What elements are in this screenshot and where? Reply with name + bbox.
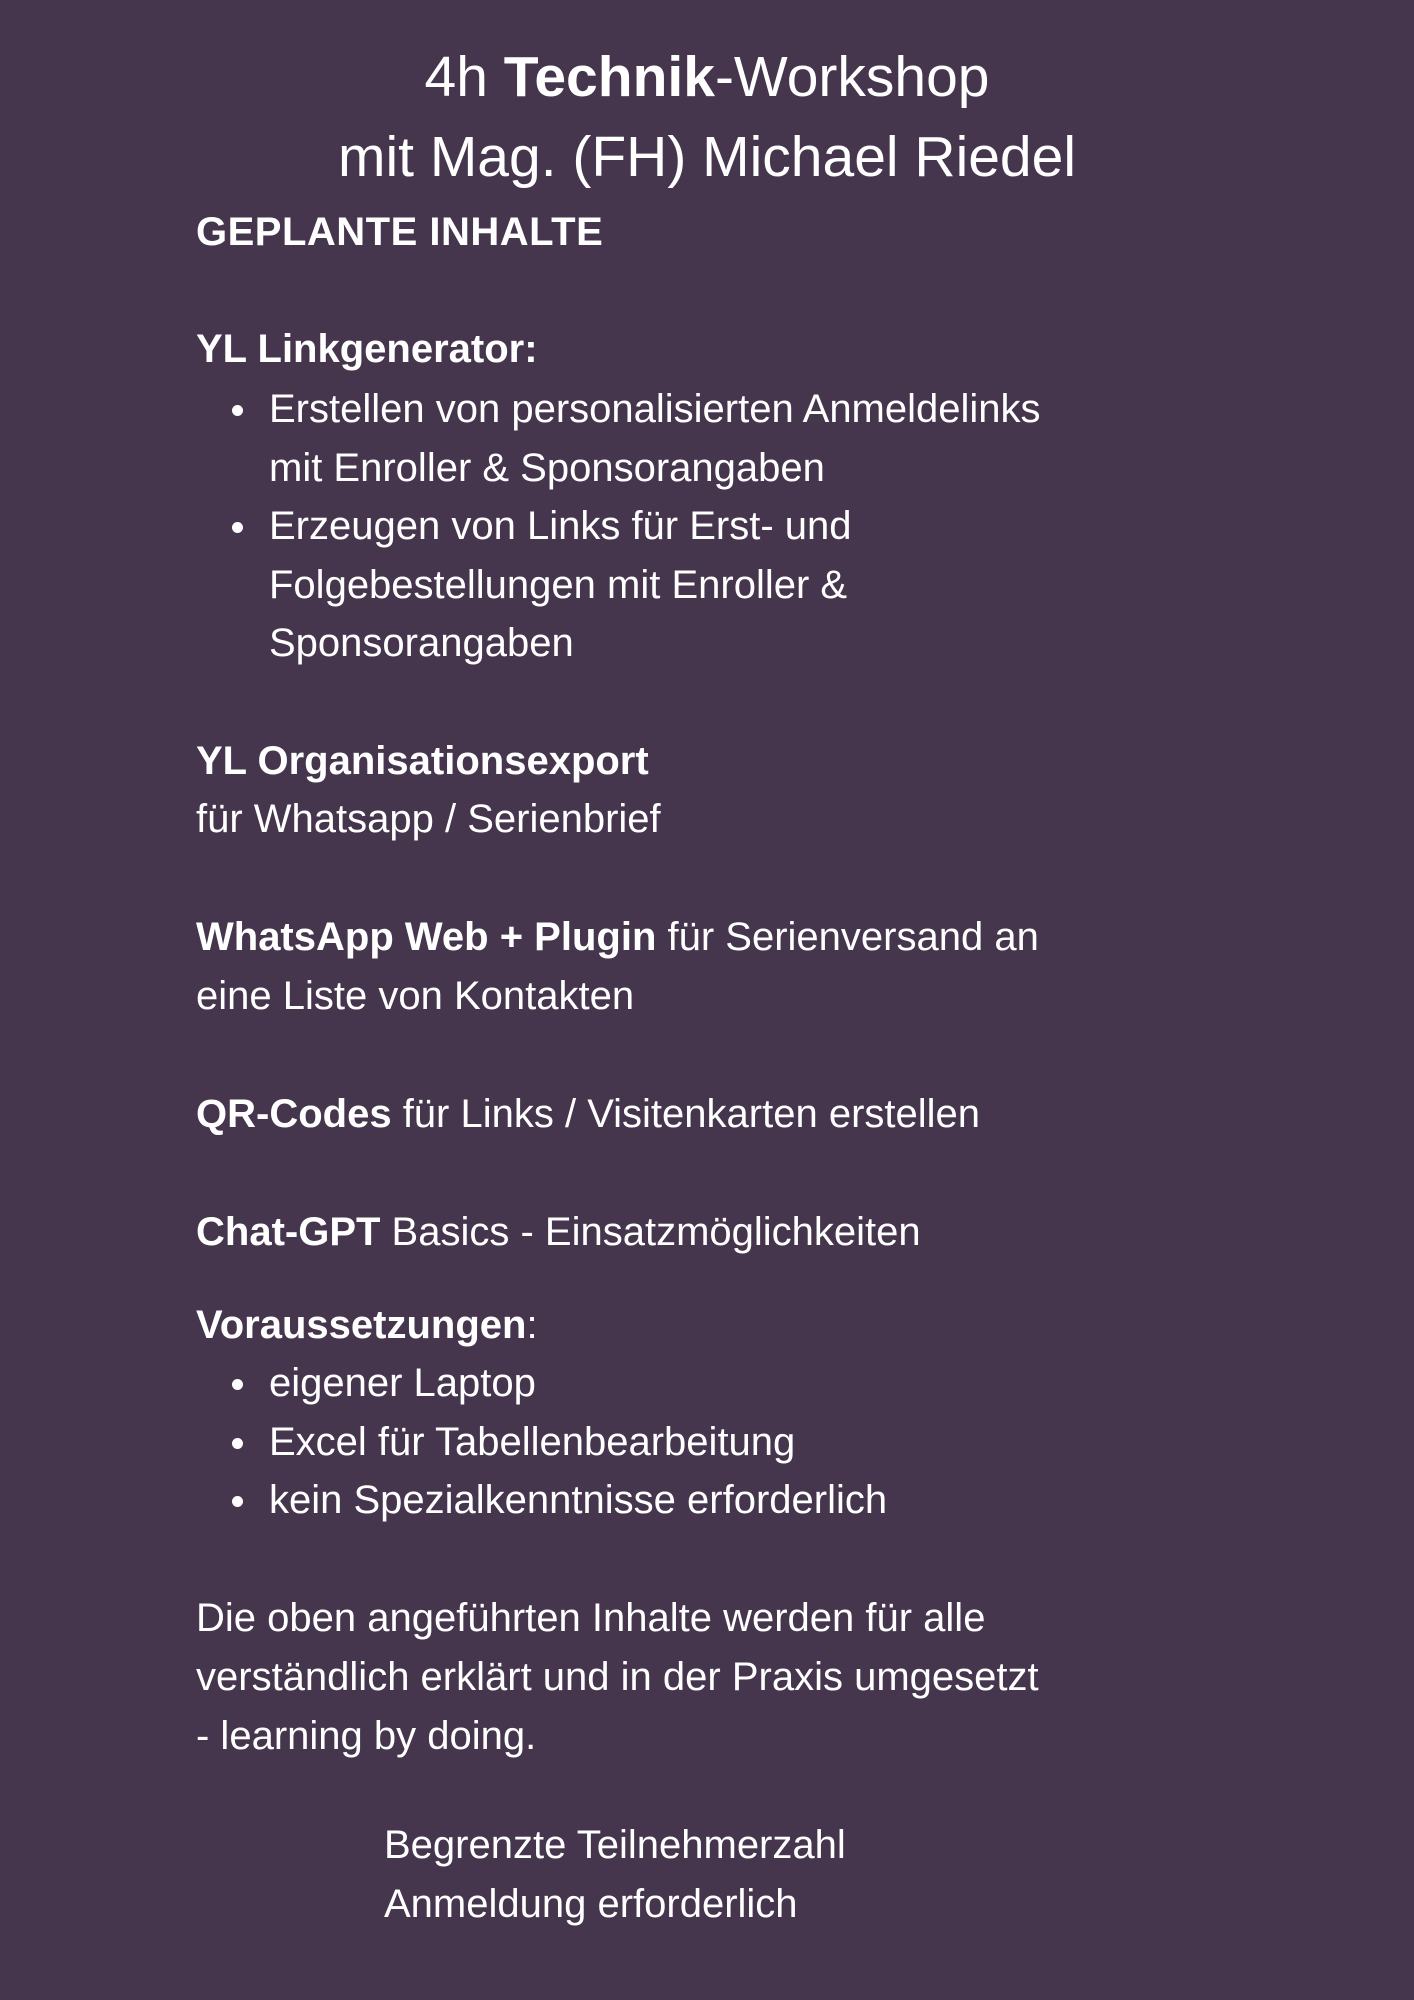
- list-item: [196, 1413, 887, 1472]
- summary-line-2: verständlich erklärt und in der Praxis umgesetzt: [196, 1655, 1039, 1699]
- list-item: [196, 1354, 887, 1413]
- whatsapp-title: WhatsApp Web + Plugin: [196, 915, 657, 959]
- list-item-line: mit Enroller & Sponsorangaben: [269, 445, 825, 490]
- workshop-instructor: mit Mag. (FH) Michael Riedel: [338, 125, 1076, 189]
- title-prefix: 4h: [424, 45, 504, 109]
- footer-limited-participants: Begrenzte Teilnehmerzahl: [384, 1823, 846, 1867]
- whatsapp-line-2: eine Liste von Kontakten: [196, 974, 635, 1018]
- requirements-title: Voraussetzungen: [196, 1303, 527, 1347]
- requirements-heading: [196, 1296, 538, 1354]
- list-item-line: Erzeugen von Links für Erst- und: [269, 504, 852, 548]
- chat-gpt-line: [196, 1203, 921, 1261]
- title-suffix: -Workshop: [714, 45, 990, 109]
- list-item-line: Erstellen von personalisierten Anmeldelinks: [269, 387, 1041, 431]
- list-item-line: Excel für Tabellenbearbeitung: [269, 1419, 796, 1464]
- chat-gpt-description: Basics - Einsatzmöglichkeiten: [380, 1210, 921, 1254]
- chat-gpt-title: Chat-GPT: [196, 1210, 381, 1254]
- list-item: [196, 380, 1041, 497]
- footer-registration-required: Anmeldung erforderlich: [384, 1882, 798, 1926]
- linkgenerator-title: YL Linkgenerator:: [196, 327, 538, 371]
- list-item-line: kein Spezialkenntnisse erforderlich: [269, 1478, 888, 1522]
- qr-codes-line: [196, 1085, 980, 1143]
- summary-line-3: - learning by doing.: [196, 1714, 537, 1758]
- title-bold-word: Technik: [503, 45, 715, 109]
- linkgenerator-list: [196, 380, 1041, 673]
- section-heading: GEPLANTE INHALTE: [196, 210, 604, 254]
- whatsapp-description: für Serienversand an: [656, 915, 1039, 959]
- summary-line-1: Die oben angeführten Inhalte werden für alle: [196, 1596, 986, 1640]
- workshop-title: [0, 38, 1414, 116]
- list-item-line: Sponsorangaben: [269, 621, 574, 665]
- list-item: [196, 1471, 887, 1530]
- requirements-colon: :: [526, 1303, 538, 1347]
- organisationsexport-description: für Whatsapp / Serienbrief: [196, 797, 661, 841]
- list-item: [196, 497, 1041, 673]
- qr-codes-description: für Links / Visitenkarten erstellen: [391, 1092, 981, 1136]
- whatsapp-line-1: [196, 908, 1039, 966]
- requirements-list: [196, 1354, 887, 1530]
- list-item-line: Folgebestellungen mit Enroller &: [269, 562, 848, 607]
- qr-codes-title: QR-Codes: [196, 1092, 392, 1136]
- organisationsexport-title: YL Organisationsexport: [196, 739, 649, 783]
- list-item-line: eigener Laptop: [269, 1361, 536, 1405]
